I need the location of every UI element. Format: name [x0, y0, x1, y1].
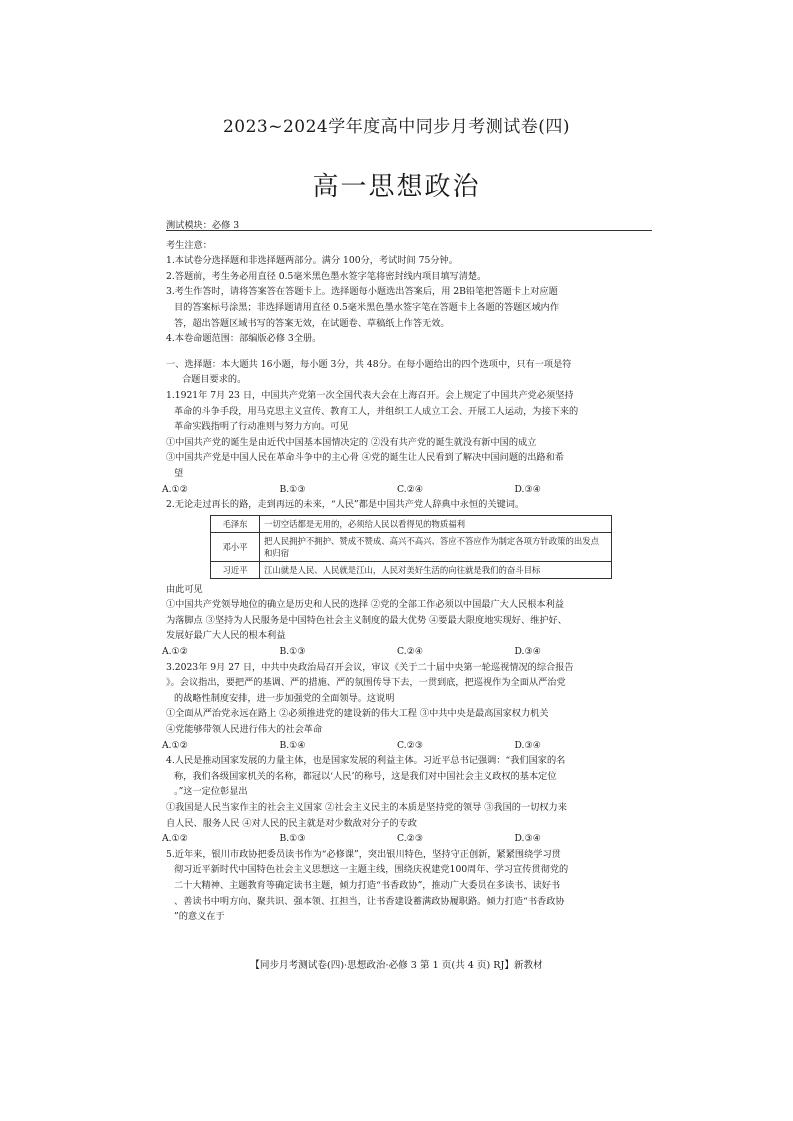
notice-line: 1.本试卷分选择题和非选择题两部分。满分 100分，考试时间 75分钟。	[166, 255, 458, 267]
option-a[interactable]: A.①②	[162, 739, 189, 751]
table-cell-name: 习近平	[211, 561, 260, 578]
option-d[interactable]: D.③④	[514, 646, 541, 658]
statement-line: ①我国是人民当家作主的社会主义国家 ②社会主义民主的本质是坚持党的领导 ③我国的一切权力来	[166, 802, 567, 813]
question-stem: ”的意义在于	[174, 911, 225, 923]
option-c[interactable]: C.②④	[397, 483, 424, 495]
statement-line: ①全面从严治党永远在路上 ②必须推进党的建设新的伟大工程 ③中共中央是最高国家权力机关	[166, 708, 549, 720]
table-cell-quote: 一切空话都是无用的，必须给人民以看得见的物质福利	[260, 515, 612, 532]
option-b[interactable]: B.①④	[279, 739, 306, 751]
option-c[interactable]: C.②③	[397, 739, 424, 751]
quote-table	[210, 515, 612, 579]
section-heading: 一、选择题：本大题共 16小题，每小题 3分，共 48分。在每小题给出的四个选项中，只有一项是符	[166, 358, 572, 370]
option-b[interactable]: B.①③	[279, 646, 306, 658]
table-row	[211, 532, 612, 561]
question-stem: 》。会议指出，要把严的基调、严的措施、严的氛围传导下去，一贯到底，把巡视作为全面从严治党	[166, 677, 566, 689]
answer-options	[162, 644, 632, 660]
question-stem: 3.2023年 9月 27 日，中共中央政治局召开会议，审议《关于二十届中央第一轮巡视情况的综合报告	[166, 661, 574, 673]
notice-line: 目的答案标号涂黑；非选择题请用直径 0.5毫米黑色墨水签字笔在答题卡上各题的答题区域内作	[174, 301, 560, 313]
question-stem: 的战略性制度安排，进一步加强党的全面领导。这说明	[174, 692, 395, 704]
table-cell-name: 邓小平	[211, 532, 260, 561]
question-stem: 、善读书中明方向、聚共识、强本领、扛担当，让书香建设蓄满政协履职路。倾力打造“书香政协	[174, 895, 565, 907]
option-c[interactable]: C.②③	[397, 833, 424, 845]
question-stem: 革命实践指明了行动准则与努力方向。可见	[174, 421, 349, 433]
statement-line: ④党能够带领人民进行伟大的社会革命	[166, 724, 323, 736]
option-a[interactable]: A.①②	[162, 646, 189, 658]
statement-line: 望	[174, 467, 184, 479]
table-row	[211, 515, 612, 532]
option-a[interactable]: A.①②	[162, 483, 189, 495]
test-module: 测试模块：必修 3	[166, 220, 240, 231]
question-stem: 彻习近平新时代中国特色社会主义思想这一主题主线，围绕庆祝建党100周年、学习宣传贯彻党的	[174, 864, 569, 876]
question-lead: 由此可见	[166, 583, 203, 595]
question-stem: 5.近年来，银川市政协把委员读书作为“必修课”，突出银川特色，坚持守正创新，紧紧围绕学习贯	[166, 848, 561, 860]
option-b[interactable]: B.①③	[279, 833, 306, 845]
question-stem: 二十大精神、主题教育等确定读书主题，倾力打造“书香政协”，推动广大委员在多读书、读好书	[174, 879, 561, 891]
statement-line: 发展好最广大人民的根本利益	[166, 630, 286, 642]
notice-line: 答，超出答题区域书写的答案无效，在试题卷、草稿纸上作答无效。	[174, 317, 450, 329]
statement-line: ③中国共产党是中国人民在革命斗争中的主心骨 ④党的诞生让人民看到了解决中国问题的出路和希	[166, 452, 564, 464]
page-footer: 【同步月考测试卷(四)·思想政治·必修 3 第 1 页(共 4 页) RJ】新教材	[250, 960, 543, 971]
option-d[interactable]: D.③④	[514, 483, 541, 495]
question-stem: 1.1921年 7月 23 日，中国共产党第一次全国代表大会在上海召开。会上规定了中国共产党必须坚持	[166, 389, 574, 401]
subject-title: 高一思想政治	[312, 172, 481, 202]
option-d[interactable]: D.③④	[514, 739, 541, 751]
option-a[interactable]: A.①②	[162, 833, 189, 845]
notice-line: 2.答题前，考生务必用直径 0.5毫米黑色墨水签字笔将密封线内项目填写清楚。	[166, 270, 487, 282]
statement-line: 为落脚点 ③坚持为人民服务是中国特色社会主义制度的最大优势 ④要最大限度地实现好、维护好、	[166, 614, 567, 626]
exam-title: 2023~2024学年度高中同步月考测试卷(四)	[222, 117, 571, 137]
answer-options	[162, 482, 632, 498]
statement-line: 自人民、服务人民 ④对人民的民主就是对少数敌对分子的专政	[166, 817, 417, 829]
question-stem: 2.无论走过再长的路，走到再远的未来，“人民”都是中国共产党人辞典中永恒的关键词。	[166, 499, 525, 511]
answer-options	[162, 831, 632, 847]
table-row	[211, 561, 612, 578]
table-cell-name: 毛泽东	[211, 515, 260, 532]
table-cell-quote: 把人民拥护不拥护、赞成不赞成、高兴不高兴、答应不答应作为制定各项方针政策的出发点和归宿	[260, 532, 612, 561]
exam-body	[162, 218, 666, 925]
question-stem: 称，我们各级国家机关的名称，都冠以‘人民’的称号，这是我们对中国社会主义政权的基本定位	[174, 770, 557, 782]
question-stem: 4.人民是推动国家发展的力量主体，也是国家发展的利益主体。习近平总书记强调：“我们国家的名	[166, 755, 566, 767]
notice-line: 3.考生作答时，请将答案答在答题卡上。选择题每小题选出答案后，用 2B铅笔把答题卡上对应题	[166, 286, 558, 298]
notice-heading: 考生注意：	[166, 239, 212, 251]
option-b[interactable]: B.①③	[279, 483, 306, 495]
option-c[interactable]: C.②④	[397, 646, 424, 658]
option-d[interactable]: D.③④	[514, 833, 541, 845]
answer-options	[162, 738, 632, 754]
table-cell-quote: 江山就是人民、人民就是江山，人民对美好生活的向往就是我们的奋斗目标	[260, 561, 612, 578]
question-stem: 。”这一定位彰显出	[174, 786, 248, 798]
question-stem: 革命的斗争手段，用马克思主义宣传、教育工人，并组织工人成立工会、开展工人运动，为接下来的	[174, 405, 579, 417]
section-heading-cont: 合题目要求的。	[182, 374, 247, 386]
statement-line: ①中国共产党领导地位的确立是历史和人民的选择 ②党的全部工作必须以中国最广大人民根本利益	[166, 599, 564, 611]
statement-line: ①中国共产党的诞生是由近代中国基本国情决定的 ②没有共产党的诞生就没有新中国的成立	[166, 436, 537, 448]
notice-line: 4.本卷命题范围：部编版必修 3全册。	[166, 333, 322, 345]
